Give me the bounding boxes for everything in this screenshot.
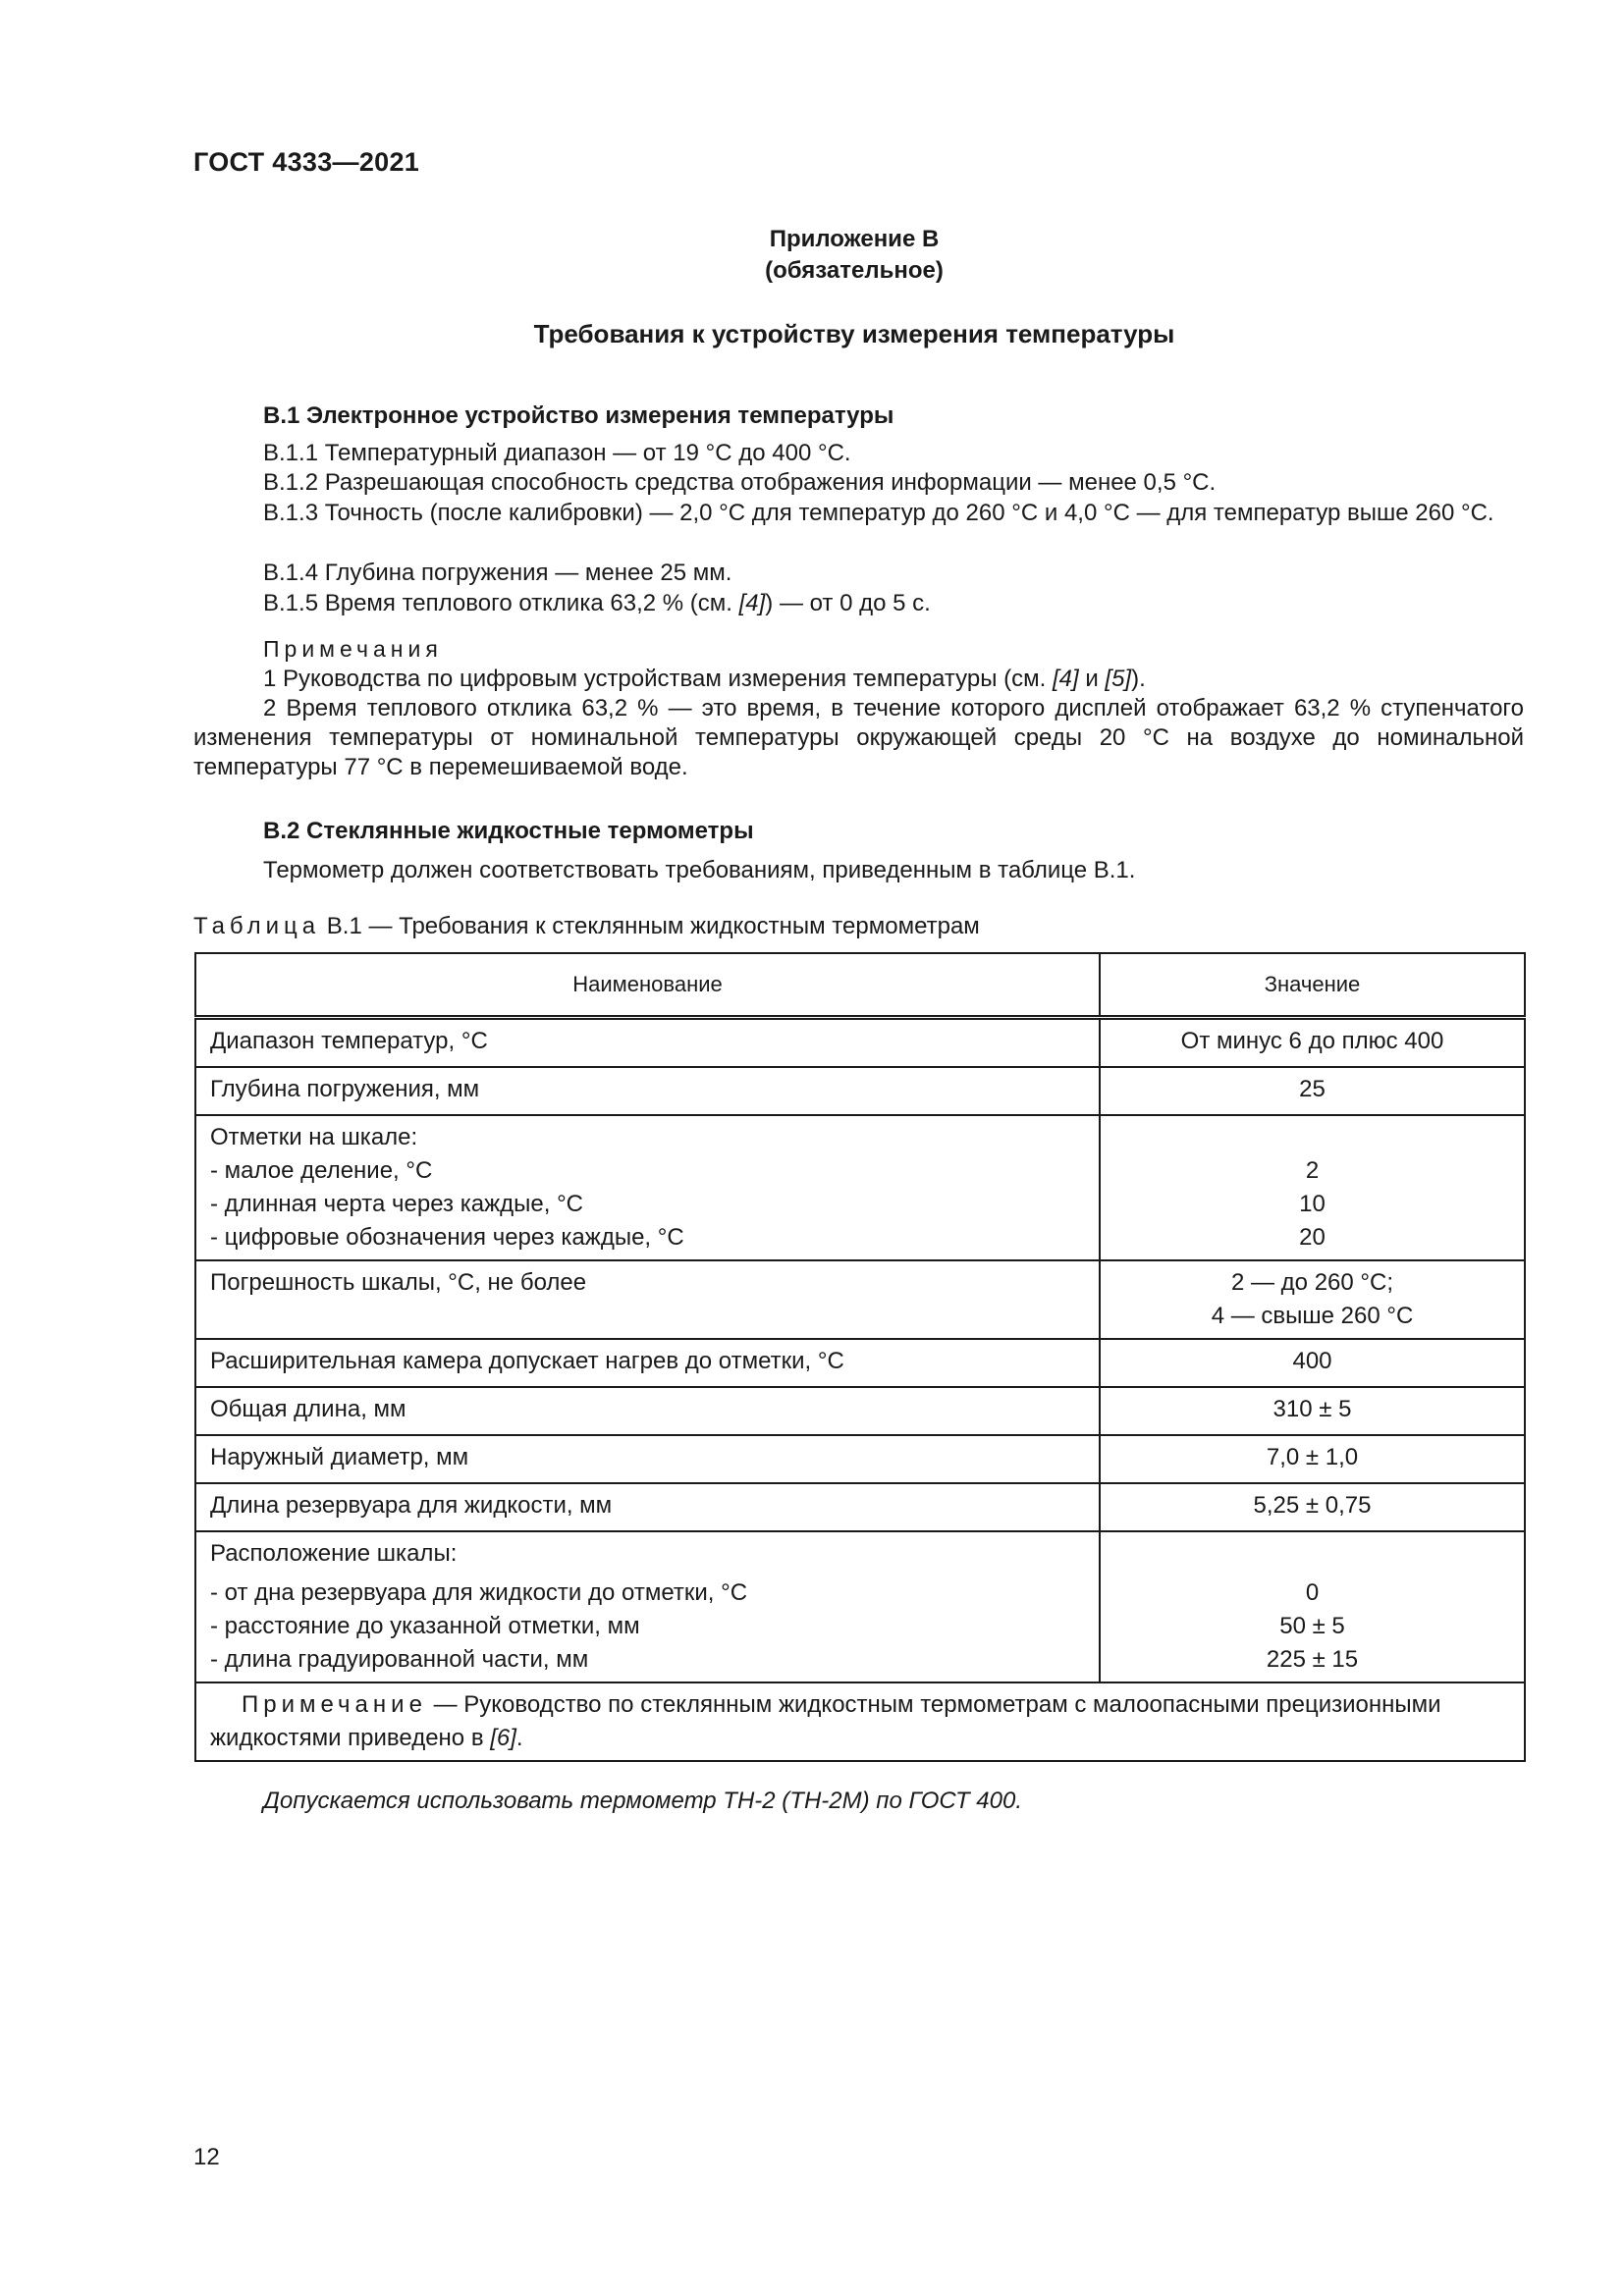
appendix-title: Приложение В — [769, 226, 940, 252]
row-label: Отметки на шкале: — [210, 1124, 418, 1150]
b1-item5-pre: В.1.5 Время теплового отклика 63,2 % (см. — [263, 590, 739, 616]
row-sub-value: 20 — [1299, 1224, 1326, 1251]
table-row — [195, 1531, 1525, 1682]
table-row — [195, 1339, 1525, 1387]
note2: 2 Время теплового отклика 63,2 % — это время, в течение которого дисплей отображает 63,2 % ступенчатого изменения температуры от номинальной температуры окружающей среды 20 °С на воздухе до номинальной температуры 77 °С в перемешиваемой воде. — [193, 695, 1524, 780]
row-name: Длина резервуара для жидкости, мм — [195, 1483, 1100, 1531]
page-number: 12 — [193, 2144, 220, 2170]
row-value — [1100, 1115, 1525, 1260]
b1-item1: В.1.1 Температурный диапазон — от 19 °С до 400 °С. — [263, 440, 851, 466]
table-note-post: . — [515, 1725, 523, 1751]
row-sub: - расстояние до указанной отметки, мм — [210, 1613, 640, 1639]
appendix-subtitle: (обязательное) — [765, 257, 944, 284]
table-row — [195, 1483, 1525, 1531]
row-sub-value: 4 — свыше 260 °С — [1211, 1303, 1414, 1329]
row-value — [1100, 1531, 1525, 1682]
row-value: 310 ± 5 — [1100, 1387, 1525, 1435]
row-sub: - длина градуированной части, мм — [210, 1646, 589, 1673]
row-value: От минус 6 до плюс 400 — [1100, 1018, 1525, 1068]
table-caption-label: Таблица — [193, 913, 321, 939]
row-value: 7,0 ± 1,0 — [1100, 1435, 1525, 1483]
table-row — [195, 1435, 1525, 1483]
section-title: Требования к устройству измерения температуры — [533, 319, 1175, 348]
table-note-label: Примечание — [242, 1691, 427, 1718]
row-value: 25 — [1100, 1067, 1525, 1115]
b2-heading: В.2 Стеклянные жидкостные термометры — [263, 818, 754, 844]
notes-label: Примечания — [263, 636, 443, 662]
row-sub-value: 0 — [1305, 1579, 1320, 1606]
b1-item2: В.1.2 Разрешающая способность средства отображения информации — менее 0,5 °С. — [263, 469, 1217, 496]
note1-post: ). — [1131, 666, 1146, 692]
document-header: ГОСТ 4333—2021 — [193, 147, 420, 177]
row-sub-value: 10 — [1299, 1191, 1326, 1217]
header-value: Значение — [1100, 953, 1525, 1018]
row-name — [195, 1531, 1100, 1682]
requirements-table — [194, 952, 1526, 1762]
b1-item5-ref: [4] — [738, 590, 766, 616]
allowed-thermometer-note: Допускается использовать термометр ТН-2 (ТН-2М) по ГОСТ 400. — [263, 1788, 1023, 1814]
table-row — [195, 1115, 1525, 1260]
table-header-row — [195, 953, 1525, 1018]
table-note-pre: — Руководство по стеклянным жидкостным термометрам с малоопасными прецизионными жидкостями приведено в — [210, 1691, 1441, 1751]
row-name: Наружный диаметр, мм — [195, 1435, 1100, 1483]
row-sub-value: 2 — до 260 °С; — [1230, 1269, 1393, 1296]
row-sub-value: 2 — [1305, 1157, 1320, 1184]
table-caption-text: В.1 — Требования к стеклянным жидкостным термометрам — [320, 913, 980, 939]
b2-text: Термометр должен соответствовать требованиям, приведенным в таблице В.1. — [263, 857, 1136, 883]
table-row — [195, 1067, 1525, 1115]
table-row — [195, 1018, 1525, 1068]
row-name: Погрешность шкалы, °С, не более — [195, 1260, 1100, 1339]
row-name — [195, 1115, 1100, 1260]
b1-item3: В.1.3 Точность (после калибровки) — 2,0 °С для температур до 260 °С и 4,0 °С — для температур выше 260 °С. — [263, 500, 1494, 526]
row-name: Общая длина, мм — [195, 1387, 1100, 1435]
b1-heading: В.1 Электронное устройство измерения температуры — [263, 402, 894, 429]
row-name: Расширительная камера допускает нагрев до отметки, °С — [195, 1339, 1100, 1387]
b1-item4: В.1.4 Глубина погружения — менее 25 мм. — [263, 560, 732, 586]
row-sub: - малое деление, °С — [210, 1157, 433, 1184]
table-row — [195, 1387, 1525, 1435]
row-sub: - цифровые обозначения через каждые, °С — [210, 1224, 684, 1251]
table-note — [195, 1682, 1525, 1761]
note1-mid: и — [1078, 666, 1106, 692]
table-note-row — [195, 1682, 1525, 1761]
row-sub-value: 225 ± 15 — [1266, 1646, 1359, 1673]
b1-item5 — [263, 589, 931, 618]
row-sub: - от дна резервуара для жидкости до отметки, °С — [210, 1579, 748, 1606]
table-note-ref: [6] — [490, 1725, 516, 1751]
row-name: Глубина погружения, мм — [195, 1067, 1100, 1115]
row-value — [1100, 1260, 1525, 1339]
note1-pre: 1 Руководства по цифровым устройствам измерения температуры (см. — [263, 666, 1053, 692]
header-name: Наименование — [195, 953, 1100, 1018]
row-value: 400 — [1100, 1339, 1525, 1387]
row-sub-value: 50 ± 5 — [1279, 1613, 1345, 1639]
row-name: Диапазон температур, °С — [195, 1018, 1100, 1068]
b1-item5-post: ) — от 0 до 5 с. — [765, 590, 931, 616]
note1-ref1: [4] — [1052, 666, 1079, 692]
row-sub: - длинная черта через каждые, °С — [210, 1191, 583, 1217]
row-label: Расположение шкалы: — [210, 1540, 458, 1567]
table-row — [195, 1260, 1525, 1339]
row-value: 5,25 ± 0,75 — [1100, 1483, 1525, 1531]
table-caption — [193, 912, 980, 941]
note1-ref2: [5] — [1105, 666, 1132, 692]
note1 — [263, 665, 1146, 694]
